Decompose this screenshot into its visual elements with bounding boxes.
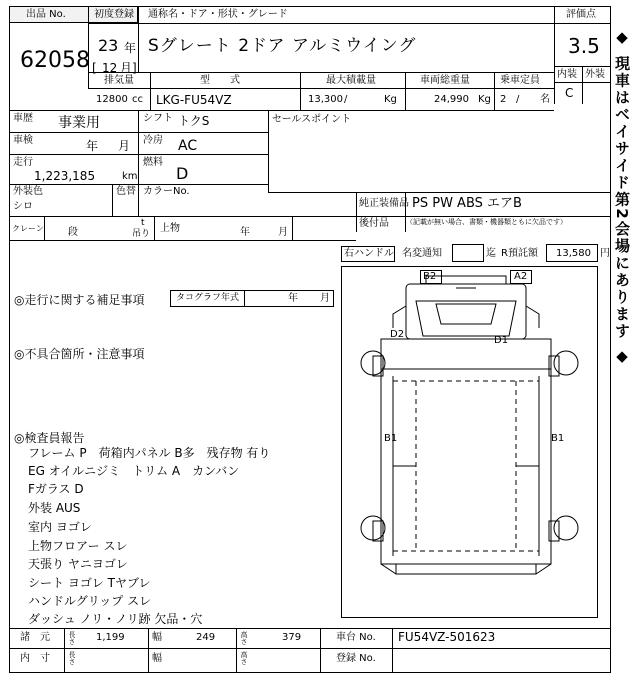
crane-ton-unit: t	[141, 218, 145, 228]
inspection-month-unit: 月	[118, 139, 131, 153]
tacho-label: タコグラフ年式	[176, 293, 240, 303]
color-code-label: カラーNo.	[143, 186, 190, 197]
meter-change-label: 名変通知	[402, 248, 442, 259]
car-name: Sグレート 2ドア アルミウイング	[148, 36, 417, 56]
odometer-unit: 円	[600, 248, 610, 259]
odometer-value: 13,580	[556, 248, 591, 259]
max-load-label: 最大積載量	[326, 75, 376, 86]
mark-d2: D2	[390, 329, 405, 340]
driving-note-title: ◎走行に関する補足事項	[14, 293, 145, 307]
mark-b1-left: B1	[384, 433, 398, 444]
inspector-line: シート ヨゴレ Tヤブレ	[28, 576, 151, 590]
crane-label: クレーン	[12, 224, 44, 233]
color-no-label: 色替	[116, 186, 136, 197]
reg-month-close: ]	[132, 61, 137, 75]
inspector-line: 外装 AUS	[28, 501, 81, 515]
steering-value: 右ハンドル	[344, 248, 394, 259]
total-weight-label: 車両総重量	[420, 75, 470, 86]
internal-width-label: 幅	[152, 653, 162, 664]
reg-month-unit: 月	[120, 61, 133, 75]
inspector-line: 室内 ヨゴレ	[28, 520, 92, 534]
mileage-value: 1,223,185	[34, 169, 96, 183]
inspector-title: ◎検査員報告	[14, 431, 85, 445]
model-value: LKG-FU54VZ	[156, 93, 232, 107]
mark-b2: B2	[423, 271, 437, 282]
internal-height-label: 高さ	[240, 651, 248, 665]
max-load-slash: /	[344, 94, 348, 105]
internal-label: 内 寸	[20, 653, 50, 664]
reg-year: 23	[98, 36, 119, 55]
interior-label: 内装	[557, 69, 577, 80]
lot-number: 62058	[20, 48, 90, 73]
ac-label: 冷房	[143, 135, 163, 146]
reg-month: 12	[102, 61, 118, 75]
shift-value: トクS	[178, 114, 210, 128]
max-load-value: 13,300	[308, 94, 343, 105]
height-value: 379	[282, 632, 302, 643]
total-weight-value: 24,990	[434, 94, 469, 105]
first-reg-label: 初度登録	[94, 9, 134, 20]
shift-label: シフト	[143, 113, 173, 124]
rating-value: 3.5	[568, 34, 600, 58]
tacho-year-unit: 年	[288, 293, 298, 304]
mark-b1-right: B1	[551, 433, 565, 444]
inspector-line: 上物フロアー スレ	[28, 539, 128, 553]
displacement-unit: cc	[132, 94, 143, 105]
inspection-label: 車検	[13, 135, 33, 146]
total-weight-unit: Kg	[478, 94, 491, 105]
crane-hoist-unit: 吊り	[132, 229, 151, 239]
displacement-value: 12800	[96, 94, 128, 105]
exterior-label: 外装	[585, 69, 605, 80]
reg-month-open: [	[92, 61, 97, 75]
meter-change-box	[452, 244, 484, 262]
dims-label: 諸 元	[20, 632, 50, 643]
retrofit-label: 後付品	[359, 218, 389, 229]
tacho-month-unit: 月	[320, 293, 330, 304]
capacity-value: 2	[500, 94, 507, 105]
width-label: 幅	[152, 632, 162, 643]
inspection-year-unit: 年	[86, 139, 99, 153]
odometer-prefix: 迄	[486, 248, 496, 259]
crane-stage-unit: 段	[68, 227, 78, 238]
top-equip-label: 上物	[160, 223, 180, 234]
internal-length-label: 長さ	[68, 651, 76, 665]
ext-color-value: シロ	[13, 201, 33, 212]
chassis-value: FU54VZ-501623	[398, 630, 496, 644]
capacity-unit: 名	[540, 94, 550, 105]
lot-label: 出品 No.	[26, 9, 66, 20]
history-value: 事業用	[58, 115, 100, 131]
rating-label: 評価点	[566, 9, 596, 20]
inspector-line: EG オイルニジミ トリム A カンバン	[28, 464, 240, 478]
mileage-unit: km	[122, 171, 138, 182]
max-load-unit: Kg	[384, 94, 397, 105]
width-value: 249	[196, 632, 216, 643]
reg-year-unit: 年	[124, 41, 137, 55]
sales-point-label: セールスポイント	[272, 114, 352, 125]
fuel-label: 燃料	[143, 157, 163, 168]
displacement-label: 排気量	[104, 75, 134, 86]
capacity-slash: /	[516, 94, 520, 105]
inspector-line: ダッシュ ノリ・ノリ跡 欠品・穴	[28, 612, 203, 626]
height-label: 高さ	[240, 631, 248, 645]
mark-a2: A2	[514, 271, 528, 282]
mileage-label: 走行	[13, 157, 33, 168]
inspector-line: ハンドルグリップ スレ	[28, 594, 152, 608]
side-banner: ◆ 現車はベイサイド第2会場にあります ◆	[613, 28, 631, 367]
odometer-label: R預託額	[501, 248, 538, 259]
retrofit-note: （記載が無い場合、書類・機器類ともに欠品です）	[406, 218, 567, 226]
history-label: 車歴	[13, 113, 33, 124]
model-label: 型 式	[200, 75, 240, 86]
std-equip-value: PS PW ABS エアB	[412, 196, 522, 211]
capacity-label: 乗車定員	[500, 75, 540, 86]
top-equip-month-unit: 月	[278, 227, 288, 238]
length-value: 1,199	[96, 632, 125, 643]
length-label: 長さ	[68, 631, 76, 645]
std-equip-label: 純正装備品	[359, 198, 409, 209]
defect-title: ◎不具合箇所・注意事項	[14, 347, 145, 361]
inspector-line: 天張り ヤニヨゴレ	[28, 557, 128, 571]
mark-d1: D1	[494, 335, 509, 346]
ac-value: AC	[178, 138, 198, 154]
interior-grade: C	[565, 86, 574, 100]
fuel-value: D	[176, 164, 189, 183]
reg-label: 登録 No.	[336, 653, 376, 664]
ext-color-label: 外装色	[13, 186, 43, 197]
inspector-line: Fガラス D	[28, 482, 84, 496]
chassis-label: 車台 No.	[336, 632, 376, 643]
inspector-line: フレーム P 荷箱内パネル B多 残存物 有り	[28, 446, 271, 460]
car-name-label: 通称名・ドア・形状・グレード	[148, 9, 288, 20]
top-equip-year-unit: 年	[240, 227, 250, 238]
